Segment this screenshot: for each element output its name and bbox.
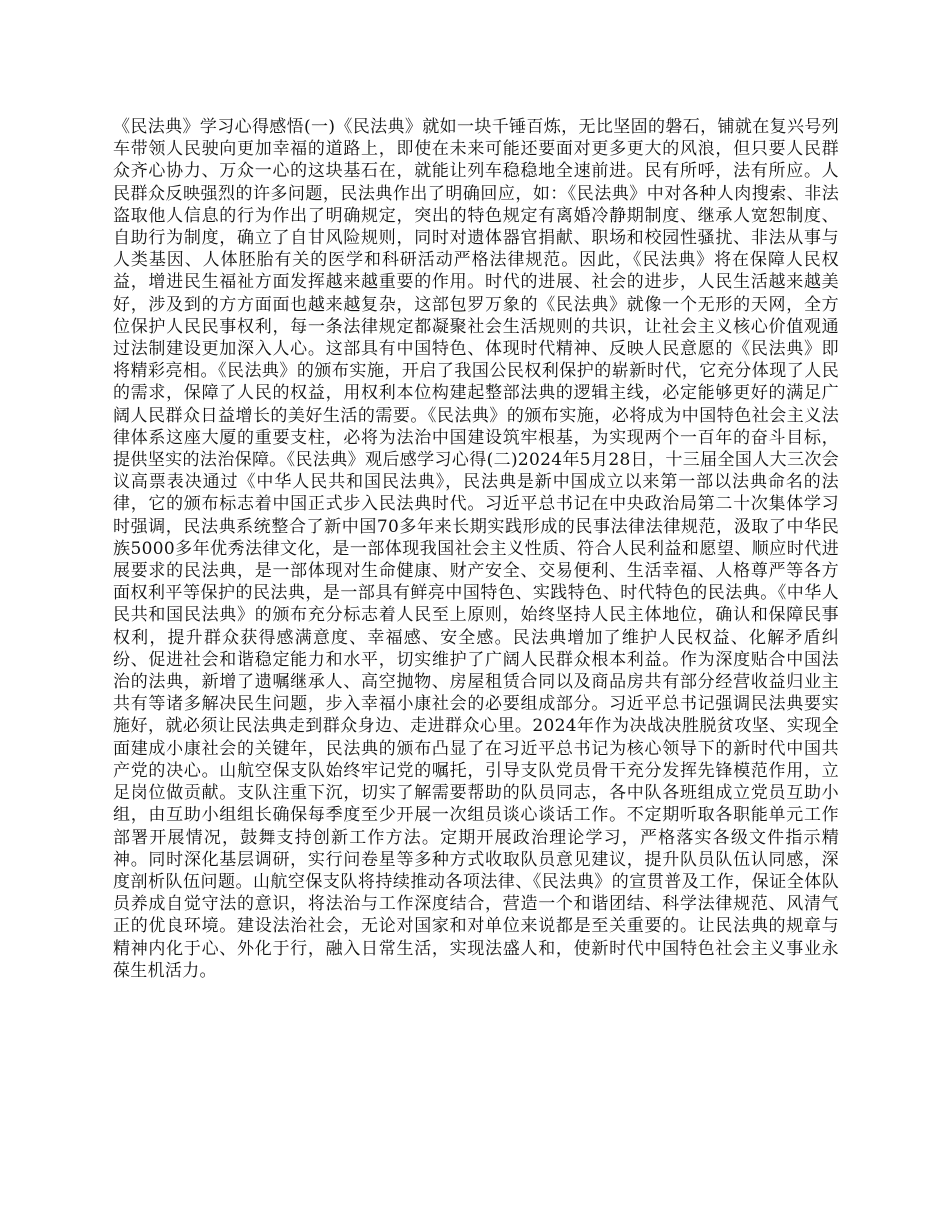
body-paragraph: 《民法典》学习心得感悟(一)《民法典》就如一块千锤百炼，无比坚固的磐石，铺就在复兴号列车带领人民驶向更加幸福的道路上，即使在未来可能还要面对更多更大的风浪，但只要人民群众齐心协力、万众一心的这块基石在，就能让列车稳稳地全速前进。民有所呼，法有所应。人民群众反映强烈的许多问题，民法典作出了明确回应，如：《民法典》中对各种人肉搜索、非法盗取他人信息的行为作出了明确规定，突出的特色规定有离婚冷静期制度、继承人宽恕制度、自助行为制度，确立了自甘风险规则，同时对遗体器官捐献、职场和校园性骚扰、非法从事与人类基因、人体胚胎有关的医学和科研活动严格法律规范。因此，《民法典》将在保障人民权益，增进民生福祉方面发挥越来越重要的作用。时代的进展、社会的进步，人民生活越来越美好，涉及到的方方面面也越来越复杂，这部包罗万象的《民法典》就像一个无形的天网，全方位保护人民民事权利，每一条法律规定都凝聚社会生活规则的共识，让社会主义核心价值观通过法制建设更加深入人心。这部具有中国特色、体现时代精神、反映人民意愿的《民法典》即将精彩亮相。《民法典》的颁布实施，开启了我国公民权利保护的崭新时代，它充分体现了人民的需求，保障了人民的权益，用权利本位构建起整部法典的逻辑主线，必定能够更好的满足广阔人民群众日益增长的美好生活的需要。《民法典》的颁布实施，必将成为中国特色社会主义法律体系这座大厦的重要支柱，必将为法治中国建设筑牢根基，为实现两个一百年的奋斗目标，提供坚实的法治保障。《民法典》观后感学习心得(二)2024年5月28日，十三届全国人大三次会议高票表决通过《中华人民共和国民法典》，民法典是新中国成立以来第一部以法典命名的法律，它的颁布标志着中国正式步入民法典时代。习近平总书记在中央政治局第二十次集体学习时强调，民法典系统整合了新中国70多年来长期实践形成的民事法律法律规范，汲取了中华民族5000多年优秀法律文化，是一部体现我国社会主义性质、符合人民利益和愿望、顺应时代进展要求的民法典，是一部体现对生命健康、财产安全、交易便利、生活幸福、人格尊严等各方面权利平等保护的民法典，是一部具有鲜亮中国特色、实践特色、时代特色的民法典。《中华人民共和国民法典》的颁布充分标志着人民至上原则，始终坚持人民主体地位，确认和保障民事权利，提升群众获得感满意度、幸福感、安全感。民法典增加了维护人民权益、化解矛盾纠纷、促进社会和谐稳定能力和水平，切实维护了广阔人民群众根本利益。作为深度贴合中国法治的法典，新增了遗嘱继承人、高空抛物、房屋租赁合同以及商品房共有部分经营收益归业主共有等诸多解决民生问题，步入幸福小康社会的必要组成部分。习近平总书记强调民法典要实施好，就必须让民法典走到群众身边、走进群众心里。2024年作为决战决胜脱贫攻坚、实现全面建成小康社会的关键年，民法典的颁布凸显了在习近平总书记为核心领导下的新时代中国共产党的决心。山航空保支队始终牢记党的嘱托，引导支队党员骨干充分发挥先锋模范作用，立足岗位做贡献。支队注重下沉，切实了解需要帮助的队员同志，各中队各班组成立党员互助小组，由互助小组组长确保每季度至少开展一次组员谈心谈话工作。不定期听取各职能单元工作部署开展情况，鼓舞支持创新工作方法。定期开展政治理论学习，严格落实各级文件指示精神。同时深化基层调研，实行问卷星等多种方式收取队员意见建议，提升队员队伍认同感，深度剖析队伍问题。山航空保支队将持续推动各项法律、《民法典》的宣贯普及工作，保证全体队员养成自觉守法的意识，将法治与工作深度结合，营造一个和谐团结、科学法律规范、风清气正的优良环境。建设法治社会，无论对国家和对单位来说都是至关重要的。让民法典的规章与精神内化于心、外化于行，融入日常生活，实现法盛人和，使新时代中国特色社会主义事业永葆生机活力。 (113, 117, 839, 981)
